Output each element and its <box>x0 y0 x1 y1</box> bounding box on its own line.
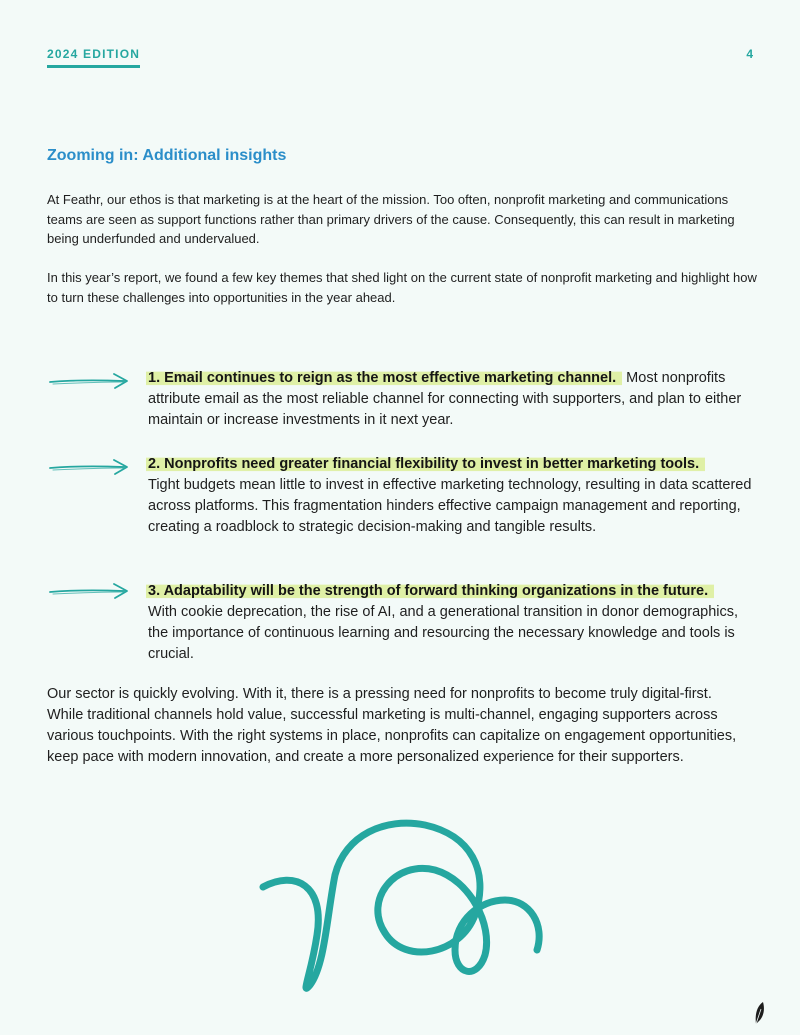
section-title: Zooming in: Additional insights <box>47 147 287 164</box>
intro-paragraph: In this year’s report, we found a few key themes that shed light on the current state of nonprofit marketing and highlight how to turn these challenges into opportunities in the year ahead. <box>47 270 757 305</box>
insight-text <box>148 454 758 538</box>
page-number: 4 <box>746 47 753 61</box>
hand-drawn-arrow-icon <box>48 458 130 476</box>
insight-heading: 2. Nonprofits need greater financial flexibility to invest in better marketing tools. <box>146 456 705 472</box>
insight-text <box>148 581 758 665</box>
insight-heading: 3. Adaptability will be the strength of forward thinking organizations in the future. <box>146 583 714 599</box>
insight-body: With cookie deprecation, the rise of AI, and a generational transition in donor demographics, the importance of continuous learning and resourcing the necessary knowledge and tools is crucial. <box>148 604 739 662</box>
feather-icon <box>753 1001 767 1025</box>
closing-paragraph: Our sector is quickly evolving. With it, there is a pressing need for nonprofits to become truly digital-first. While traditional channels hold value, successful marketing is multi-channel, engaging supporters across various touchpoints. With the right systems in place, nonprofits can capitalize on engagement opportunities, keep pace with modern innovation, and create a more personalized experience for their supporters. <box>47 686 737 765</box>
intro-paragraph: At Feathr, our ethos is that marketing is at the heart of the mission. Too often, nonprofit marketing and communications teams are seen as support functions rather than primary drivers of the cause. Consequently, this can result in marketing being underfunded and undervalued. <box>47 192 735 246</box>
insight-body: Tight budgets mean little to invest in effective marketing technology, resulting in data scattered across platforms. This fragmentation hinders effective campaign management and reporting, creating a roadblock to strategic decision-making and tangible results. <box>148 477 752 535</box>
edition-label: 2024 EDITION <box>47 47 140 68</box>
insight-heading: 1. Email continues to reign as the most effective marketing channel. <box>146 370 622 386</box>
hand-drawn-arrow-icon <box>48 372 130 390</box>
loop-squiggle-decoration <box>255 815 550 1000</box>
insight-text <box>148 368 758 431</box>
insight-body: Most nonprofits attribute email as the most reliable channel for connecting with supporters, and plan to either maintain or increase investments in it next year. <box>148 370 742 428</box>
hand-drawn-arrow-icon <box>48 582 130 600</box>
